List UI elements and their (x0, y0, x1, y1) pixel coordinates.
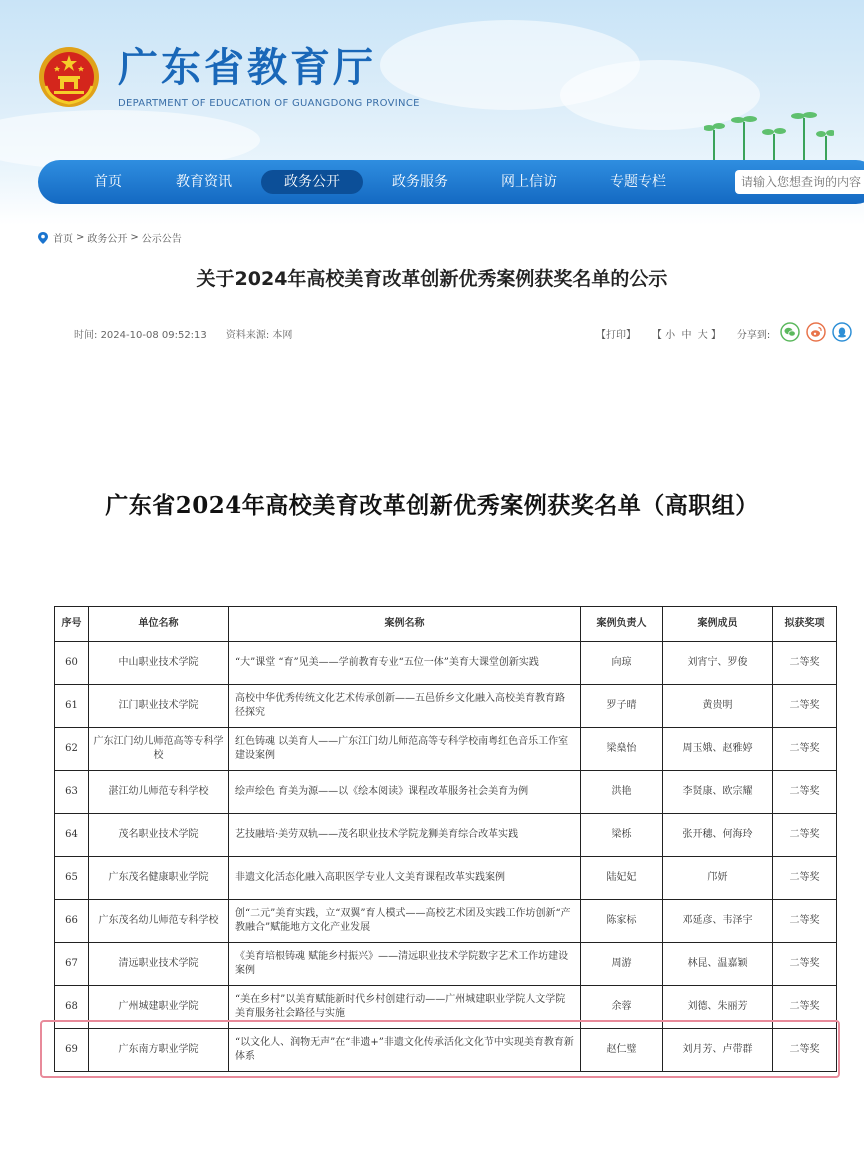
print-button[interactable]: 【打印】 (596, 330, 636, 341)
row-leader: 余蓉 (581, 986, 663, 1029)
row-unit: 中山职业技术学院 (89, 642, 229, 685)
row-case: “美在乡村”以美育赋能新时代乡村创建行动——广州城建职业学院人文学院美育服务社会路径与实施 (229, 986, 581, 1029)
row-unit: 清远职业技术学院 (89, 943, 229, 986)
table-row (55, 943, 837, 986)
table-row (55, 771, 837, 814)
nav-special-topics[interactable]: 专题专栏 (610, 174, 666, 190)
breadcrumb-separator: > (76, 232, 85, 243)
sprout-decoration-icon (704, 110, 834, 160)
row-members: 邓延彦、韦泽宇 (663, 900, 773, 943)
row-case: 非遗文化活态化融入高职医学专业人文美育课程改革实践案例 (229, 857, 581, 900)
row-members: 林昆、温嘉颖 (663, 943, 773, 986)
row-members: 刘德、朱丽芳 (663, 986, 773, 1029)
row-no: 67 (55, 943, 89, 986)
weibo-icon[interactable] (806, 322, 826, 342)
font-size-switcher[interactable]: 【 小 中 大 】 (651, 330, 721, 341)
table-row (55, 685, 837, 728)
nav-government-services[interactable]: 政务服务 (392, 174, 448, 190)
row-no: 62 (55, 728, 89, 771)
row-no: 61 (55, 685, 89, 728)
national-emblem-icon[interactable] (38, 46, 100, 108)
row-members: 刘宵宁、罗俊 (663, 642, 773, 685)
row-leader: 向琼 (581, 642, 663, 685)
location-pin-icon (38, 232, 48, 244)
row-unit: 广东茂名幼儿师范专科学校 (89, 900, 229, 943)
row-case: 创“二元”美育实践，立“双翼”育人模式——高校艺术团及实践工作坊创新“产教融合”赋能地方文化产业发展 (229, 900, 581, 943)
header-no: 序号 (55, 607, 89, 642)
qq-icon[interactable] (832, 322, 852, 342)
row-leader: 罗子晴 (581, 685, 663, 728)
article-meta (74, 326, 292, 341)
nav-home[interactable]: 首页 (94, 174, 122, 190)
row-members: 邝妍 (663, 857, 773, 900)
row-no: 63 (55, 771, 89, 814)
row-members: 周玉娥、赵雅婷 (663, 728, 773, 771)
breadcrumb-announcements[interactable]: 公示公告 (141, 234, 182, 245)
breadcrumb-government-affairs[interactable]: 政务公开 (87, 234, 128, 245)
table-header-row (55, 607, 837, 642)
wechat-icon[interactable] (780, 322, 800, 342)
table-row (55, 986, 837, 1029)
row-unit: 广东茂名健康职业学院 (89, 857, 229, 900)
table-row (55, 728, 837, 771)
row-award: 二等奖 (773, 1029, 837, 1072)
row-leader: 陆妃妃 (581, 857, 663, 900)
header-leader: 案例负责人 (581, 607, 663, 642)
header-members: 案例成员 (663, 607, 773, 642)
row-no: 60 (55, 642, 89, 685)
row-award: 二等奖 (773, 900, 837, 943)
nav-online-petition[interactable]: 网上信访 (501, 174, 557, 190)
row-case: “以文化人、润物无声”在“非遗+”非遗文化传承活化文化节中实现美育教育新体系 (229, 1029, 581, 1072)
row-unit: 茂名职业技术学院 (89, 814, 229, 857)
time-label: 时间: (74, 330, 98, 341)
breadcrumb-separator: > (130, 232, 139, 243)
article-title: 关于2024年高校美育改革创新优秀案例获奖名单的公示 (196, 268, 668, 290)
row-award: 二等奖 (773, 685, 837, 728)
header-unit: 单位名称 (89, 607, 229, 642)
search-input[interactable] (735, 170, 864, 194)
row-case: 艺技融培·美劳双轨——茂名职业技术学院龙狮美育综合改革实践 (229, 814, 581, 857)
row-members: 刘月芳、卢带群 (663, 1029, 773, 1072)
row-case: 高校中华优秀传统文化艺术传承创新——五邑侨乡文化融入高校美育教育路径探究 (229, 685, 581, 728)
row-award: 二等奖 (773, 857, 837, 900)
share-label: 分享到: (736, 330, 771, 341)
row-no: 69 (55, 1029, 89, 1072)
row-award: 二等奖 (773, 728, 837, 771)
row-case: 绘声绘色 育美为源——以《绘本阅读》课程改革服务社会美育为例 (229, 771, 581, 814)
row-leader: 梁栎 (581, 814, 663, 857)
row-no: 66 (55, 900, 89, 943)
row-leader: 赵仁璧 (581, 1029, 663, 1072)
row-no: 68 (55, 986, 89, 1029)
row-award: 二等奖 (773, 642, 837, 685)
source-label: 资料来源: (225, 330, 270, 341)
table-row (55, 814, 837, 857)
row-members: 李贤康、欧宗耀 (663, 771, 773, 814)
table-row (55, 900, 837, 943)
nav-government-affairs[interactable]: 政务公开 (261, 170, 363, 194)
nav-education-news[interactable]: 教育资讯 (176, 174, 232, 190)
row-award: 二等奖 (773, 814, 837, 857)
header-award: 拟获奖项 (773, 607, 837, 642)
site-title[interactable]: 广东省教育厅 (118, 45, 376, 91)
row-case: 《美育培根铸魂 赋能乡村振兴》——清远职业技术学院数字艺术工作坊建设案例 (229, 943, 581, 986)
table-row (55, 857, 837, 900)
row-no: 65 (55, 857, 89, 900)
document-title: 广东省2024年高校美育改革创新优秀案例获奖名单（高职组） (105, 492, 759, 519)
row-leader: 陈家标 (581, 900, 663, 943)
publish-time: 2024-10-08 09:52:13 (100, 330, 207, 341)
row-award: 二等奖 (773, 986, 837, 1029)
row-members: 张开穗、何海玲 (663, 814, 773, 857)
row-leader: 洪艳 (581, 771, 663, 814)
row-no: 64 (55, 814, 89, 857)
row-case: 红色铸魂 以美育人——广东江门幼儿师范高等专科学校南粤红色音乐工作室建设案例 (229, 728, 581, 771)
row-leader: 周游 (581, 943, 663, 986)
row-unit: 湛江幼儿师范专科学校 (89, 771, 229, 814)
awards-table (54, 606, 837, 1072)
row-unit: 广东南方职业学院 (89, 1029, 229, 1072)
row-award: 二等奖 (773, 771, 837, 814)
breadcrumb (38, 230, 185, 245)
row-case: “大”课堂 “育”见美——学前教育专业“五位一体”美育大课堂创新实践 (229, 642, 581, 685)
row-leader: 梁燊怡 (581, 728, 663, 771)
article-tools (596, 326, 770, 341)
source-value: 本网 (272, 330, 293, 341)
header-case: 案例名称 (229, 607, 581, 642)
row-unit: 江门职业技术学院 (89, 685, 229, 728)
row-unit: 广州城建职业学院 (89, 986, 229, 1029)
row-award: 二等奖 (773, 943, 837, 986)
row-unit: 广东江门幼儿师范高等专科学校 (89, 728, 229, 771)
site-subtitle: DEPARTMENT OF EDUCATION OF GUANGDONG PROVINCE (118, 98, 420, 109)
row-members: 黄贵明 (663, 685, 773, 728)
site-header (0, 0, 864, 225)
table-row-highlighted (55, 1029, 837, 1072)
breadcrumb-home[interactable]: 首页 (53, 234, 73, 245)
table-row (55, 642, 837, 685)
